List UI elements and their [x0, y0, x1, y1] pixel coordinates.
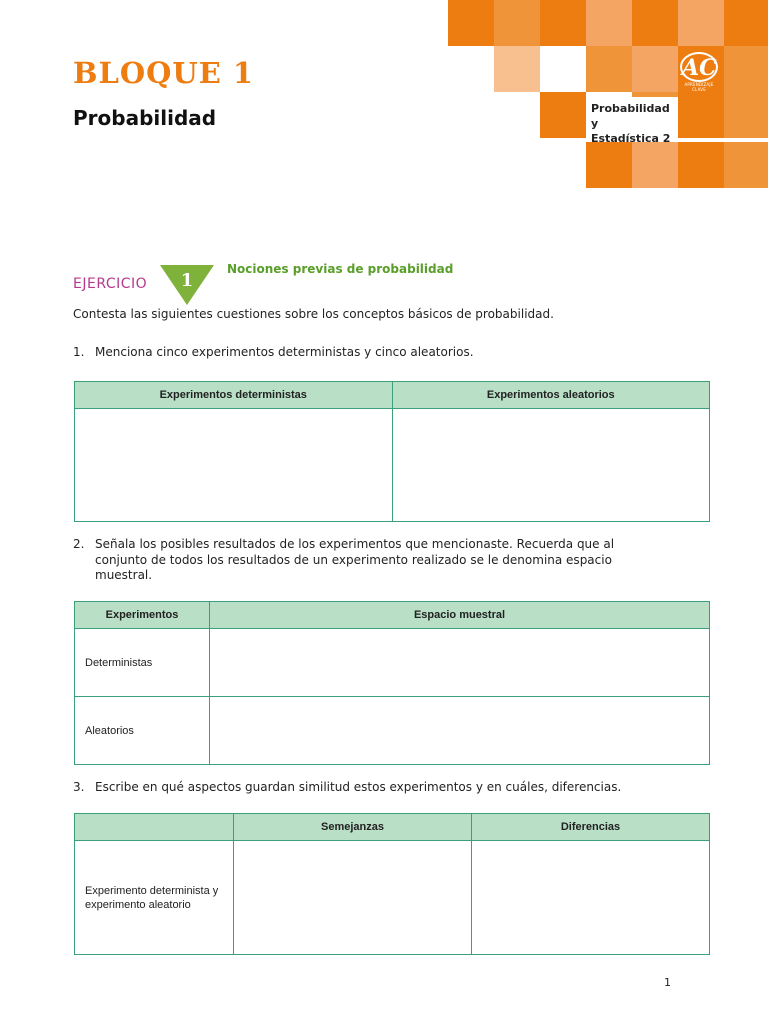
- question-3: [73, 780, 621, 796]
- row-label: Aleatorios: [75, 697, 210, 765]
- tile: [678, 92, 724, 138]
- sample-space-table: [74, 601, 710, 765]
- column-header: Experimentos aleatorios: [392, 382, 710, 409]
- tile: [632, 0, 678, 46]
- answer-cell[interactable]: [234, 841, 472, 955]
- page-number: 1: [664, 976, 671, 989]
- question-1: [73, 345, 474, 361]
- comparison-table: [74, 813, 710, 955]
- tile: [494, 46, 540, 92]
- row-label: Deterministas: [75, 629, 210, 697]
- book-title-box: [586, 97, 678, 145]
- book-title-line: Probabilidad y: [591, 102, 670, 130]
- column-header: Experimentos deterministas: [75, 382, 393, 409]
- tile: [540, 92, 586, 138]
- answer-cell[interactable]: [210, 697, 710, 765]
- exercise-label: EJERCICIO: [73, 276, 148, 292]
- tile: [540, 46, 586, 92]
- answer-cell[interactable]: [210, 629, 710, 697]
- question-number: 3.: [73, 780, 85, 794]
- logo-caption: APRENDIZAJE: [684, 82, 714, 87]
- exercise-number-badge: [160, 265, 214, 309]
- tile: [724, 0, 768, 46]
- column-header: Experimentos: [75, 602, 210, 629]
- answer-cell[interactable]: [472, 841, 710, 955]
- exercise-number: 1: [180, 270, 194, 291]
- block-heading: BLOQUE 1: [73, 56, 255, 90]
- question-text: Señala los posibles resultados de los experimentos que mencionaste. Recuerda que al conjunto de todos los resultados de un experimento realizado se le denomina espacio muestral.: [95, 537, 615, 582]
- row-label-line: Experimento determinista y: [85, 884, 219, 897]
- tile: [724, 92, 768, 138]
- tile: [678, 0, 724, 46]
- row-label-line: experimento aleatorio: [85, 898, 191, 911]
- aprendizaje-clave-logo: [676, 50, 722, 96]
- tile: [724, 46, 768, 92]
- question-number: 2.: [73, 537, 85, 551]
- logo-mark: AC: [680, 52, 718, 82]
- tile: [586, 142, 632, 188]
- tile: [540, 0, 586, 46]
- tile: [632, 46, 678, 92]
- tile: [586, 0, 632, 46]
- tile: [448, 0, 494, 46]
- question-text: Escribe en qué aspectos guardan similitud estos experimentos y en cuáles, diferencias.: [95, 780, 622, 794]
- row-label: [75, 841, 234, 955]
- tile: [678, 142, 724, 188]
- question-number: 1.: [73, 345, 85, 359]
- question-text: Menciona cinco experimentos deterministas y cinco aleatorios.: [95, 345, 474, 359]
- tile: [724, 142, 768, 188]
- experiments-table: [74, 381, 710, 522]
- exercise-intro: Contesta las siguientes cuestiones sobre los conceptos básicos de probabilidad.: [73, 307, 554, 321]
- column-header: Espacio muestral: [210, 602, 710, 629]
- triangle-badge-icon: [160, 265, 214, 305]
- tile: [494, 0, 540, 46]
- answer-cell[interactable]: [75, 409, 393, 522]
- question-2: [73, 537, 633, 584]
- page-subtitle: Probabilidad: [73, 106, 217, 130]
- book-title-line: Estadística 2: [591, 132, 671, 145]
- exercise-title: Nociones previas de probabilidad: [227, 262, 454, 276]
- column-header: [75, 814, 234, 841]
- column-header: Diferencias: [472, 814, 710, 841]
- tile: [632, 142, 678, 188]
- tile: [586, 46, 632, 92]
- column-header: Semejanzas: [234, 814, 472, 841]
- logo-caption: CLAVE: [692, 87, 706, 92]
- answer-cell[interactable]: [392, 409, 710, 522]
